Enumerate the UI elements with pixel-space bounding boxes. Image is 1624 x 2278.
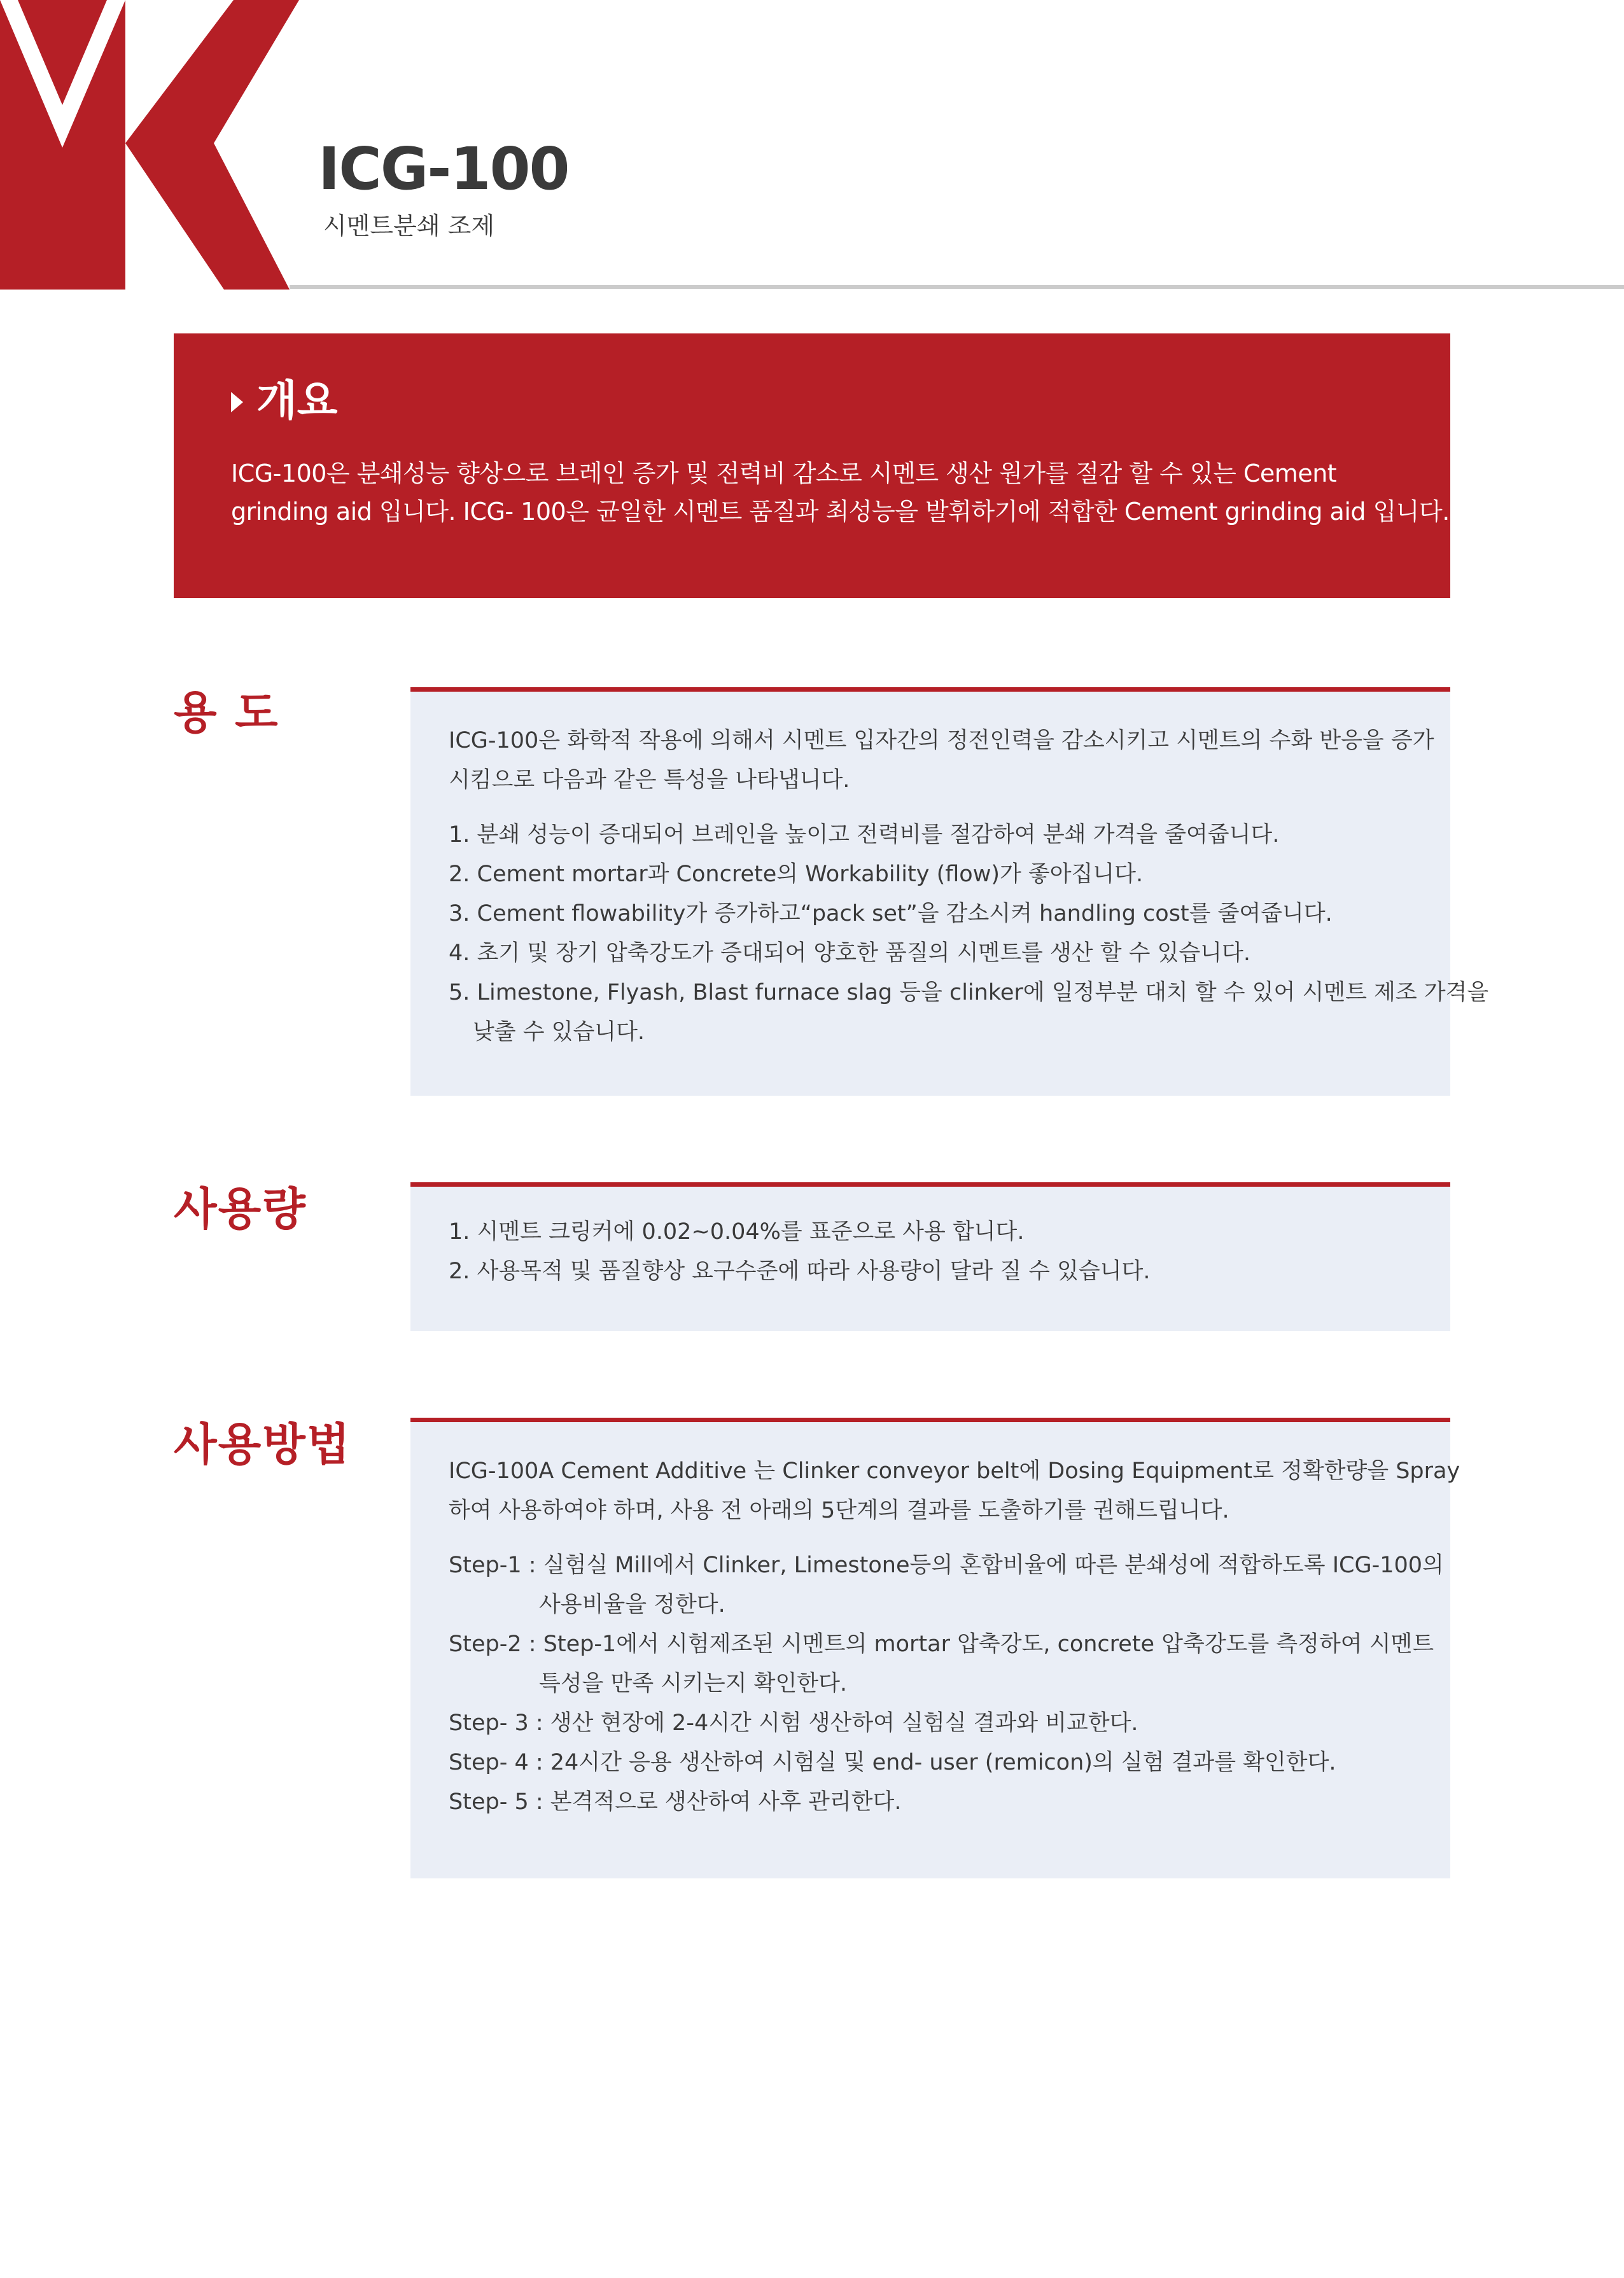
- method-step: Step- 5 : 본격적으로 생산하여 사후 관리한다.: [449, 1789, 902, 1815]
- dosage-item: 2. 사용목적 및 품질향상 요구수준에 따라 사용량이 달라 질 수 있습니다.: [449, 1259, 1151, 1284]
- method-step-continuation: 사용비율을 정한다.: [539, 1592, 725, 1618]
- logo-diagonal: [125, 0, 299, 290]
- usage-item: 3. Cement flowability가 증가하고“pack set”을 감소시켜 handling cost를 줄여줍니다.: [449, 901, 1333, 926]
- usage-label: 용 도: [174, 687, 279, 739]
- method-step: Step- 4 : 24시간 응용 생산하여 시험실 및 end- user (remicon)의 실험 결과를 확인한다.: [449, 1750, 1336, 1775]
- overview-panel: [174, 333, 1450, 598]
- overview-title: 개요: [256, 376, 338, 425]
- dosage-item: 1. 시멘트 크링커에 0.02~0.04%를 표준으로 사용 합니다.: [449, 1219, 1025, 1245]
- usage-item: 2. Cement mortar과 Concrete의 Workability (flow)가 좋아집니다.: [449, 862, 1144, 887]
- usage-item: 4. 초기 및 장기 압축강도가 증대되어 양호한 품질의 시멘트를 생산 할 수 있습니다.: [449, 940, 1250, 966]
- method-intro-line: 하여 사용하여야 하며, 사용 전 아래의 5단계의 결과를 도출하기를 권해드립니다.: [449, 1498, 1229, 1523]
- dosage-box: [410, 1182, 1450, 1331]
- header-divider: [290, 285, 1624, 289]
- overview-text: [231, 454, 1450, 531]
- method-intro-line: ICG-100A Cement Additive 는 Clinker conveyor belt에 Dosing Equipment로 정확한량을 Spray: [449, 1458, 1460, 1484]
- usage-item: 1. 분쇄 성능이 증대되어 브레인을 높이고 전력비를 절감하여 분쇄 가격을 줄여줍니다.: [449, 822, 1280, 848]
- product-subtitle: 시멘트분쇄 조제: [323, 212, 495, 240]
- company-logo: [0, 0, 305, 290]
- usage-item: 5. Limestone, Flyash, Blast furnace slag 등을 clinker에 일정부분 대치 할 수 있어 시멘트 제조 가격을: [449, 980, 1489, 1005]
- usage-intro-line: 시킴으로 다음과 같은 특성을 나타냅니다.: [449, 767, 850, 793]
- usage-item-continuation: 낮출 수 있습니다.: [473, 1019, 645, 1045]
- product-name: ICG-100: [318, 135, 569, 203]
- method-step-continuation: 특성을 만족 시키는지 확인한다.: [539, 1671, 848, 1696]
- method-box: [410, 1418, 1460, 1878]
- method-step: Step-2 : Step-1에서 시험제조된 시멘트의 mortar 압축강도, concrete 압축강도를 측정하여 시멘트: [449, 1632, 1434, 1657]
- method-step: Step-1 : 실험실 Mill에서 Clinker, Limestone등의 혼합비율에 따른 분쇄성에 적합하도록 ICG-100의: [449, 1553, 1444, 1578]
- overview-line: grinding aid 입니다. ICG- 100은 균일한 시멘트 품질과 최성능을 발휘하기에 적합한 Cement grinding aid 입니다.: [231, 498, 1450, 526]
- overview-line: ICG-100은 분쇄성능 향상으로 브레인 증가 및 전력비 감소로 시멘트 생산 원가를 절감 할 수 있는 Cement: [231, 459, 1337, 487]
- triangle-bullet-icon: [231, 392, 243, 412]
- method-label: 사용방법: [174, 1418, 351, 1471]
- dosage-label: 사용량: [174, 1183, 307, 1235]
- usage-intro-line: ICG-100은 화학적 작용에 의해서 시멘트 입자간의 정전인력을 감소시키고 시멘트의 수화 반응을 증가: [449, 728, 1434, 753]
- usage-box: [410, 687, 1489, 1096]
- method-step: Step- 3 : 생산 현장에 2-4시간 시험 생산하여 실험실 결과와 비교한다.: [449, 1710, 1138, 1736]
